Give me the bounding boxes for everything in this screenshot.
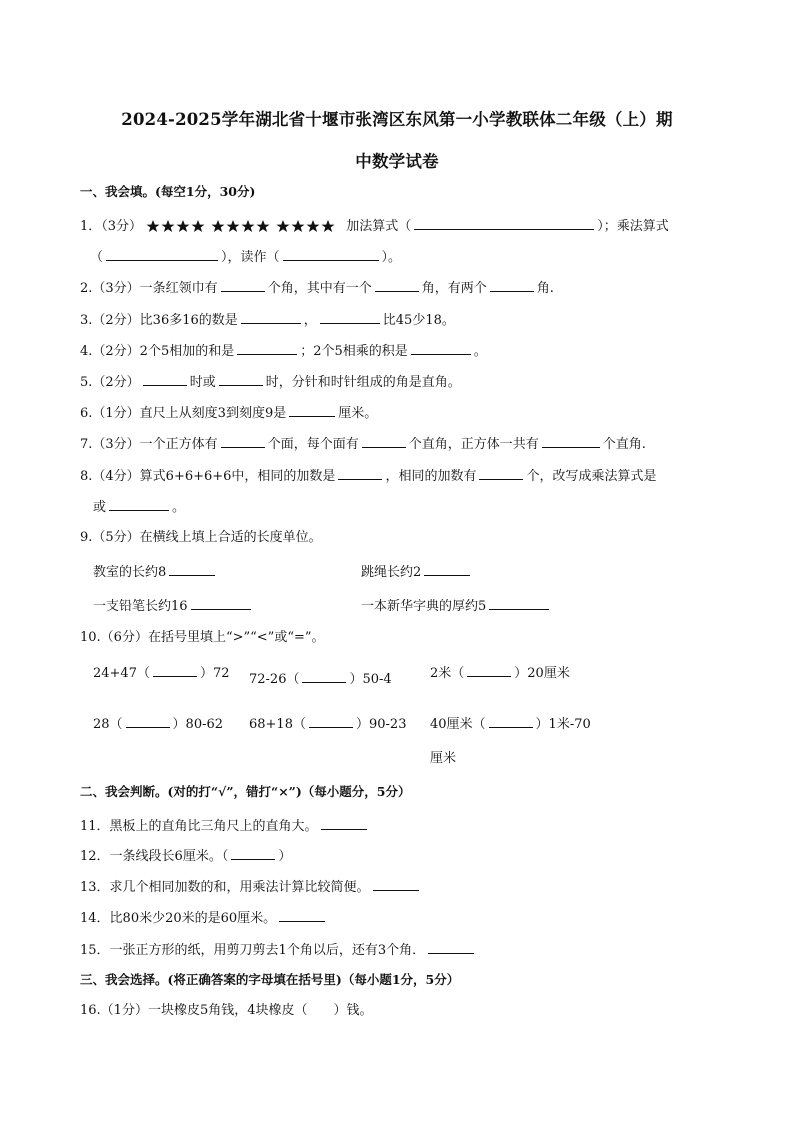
blank[interactable] bbox=[219, 372, 263, 386]
blank[interactable] bbox=[375, 278, 419, 292]
question-5: 5.（2分） 时或 时，分针和时针组成的角是直角。 bbox=[80, 372, 461, 392]
question-14: 14．比80米少20米的是60厘米。 bbox=[80, 908, 328, 928]
blank[interactable] bbox=[424, 562, 470, 576]
question-9-item-3: 一支铅笔长约16 bbox=[93, 596, 254, 616]
question-9-item-1: 教室的长约8 bbox=[93, 562, 218, 582]
blank[interactable] bbox=[191, 596, 251, 610]
question-9: 9.（5分）在横线上填上合适的长度单位。 bbox=[80, 530, 322, 545]
blank[interactable] bbox=[490, 278, 534, 292]
question-9-item-4: 一本新华字典的厚约5 bbox=[361, 596, 552, 616]
compare-6: 40厘米（ ）1米-70 bbox=[430, 714, 591, 734]
compare-6-tail: 厘米 bbox=[430, 751, 457, 766]
blank[interactable] bbox=[542, 434, 600, 448]
blank[interactable] bbox=[221, 278, 265, 292]
blank[interactable] bbox=[221, 434, 265, 448]
blank[interactable] bbox=[321, 816, 367, 830]
question-9-item-2: 跳绳长约2 bbox=[361, 562, 473, 582]
compare-2: 72-26（ ）50-4 bbox=[249, 669, 392, 689]
question-4: 4.（2分）2个5相加的和是 ；2个5相乘的积是 。 bbox=[80, 341, 487, 361]
question-16: 16.（1分）一块橡皮5角钱，4块橡皮（ ）钱。 bbox=[80, 1003, 373, 1018]
question-12: 12．一条线段长6厘米。（ ） bbox=[80, 846, 291, 866]
blank[interactable] bbox=[231, 846, 275, 860]
blank[interactable] bbox=[126, 714, 170, 728]
question-1: 1．（3分） 加法算式（ ）；乘法算式 bbox=[80, 216, 669, 236]
question-11: 11．黑板上的直角比三角尺上的直角大。 bbox=[80, 816, 370, 836]
blank[interactable] bbox=[428, 940, 474, 954]
question-3: 3.（2分）比36多16的数是 ， 比45少18。 bbox=[80, 310, 455, 330]
blank[interactable] bbox=[169, 562, 215, 576]
blank[interactable] bbox=[489, 596, 549, 610]
section-3-heading: 三、我会选择。(将正确答案的字母填在括号里)（每小题1分，5分） bbox=[80, 972, 460, 987]
blank[interactable] bbox=[467, 663, 511, 677]
compare-4: 28（ ）80-62 bbox=[93, 714, 223, 734]
question-8: 8.（4分）算式6+6+6+6中，相同的加数是 ，相同的加数有 个，改写成乘法算式是 bbox=[80, 466, 656, 486]
compare-5: 68+18（ ）90-23 bbox=[249, 714, 406, 734]
blank[interactable] bbox=[283, 247, 379, 261]
blank[interactable] bbox=[362, 434, 406, 448]
question-13: 13．求几个相同加数的和，用乘法计算比较简便。 bbox=[80, 877, 422, 897]
blank[interactable] bbox=[479, 466, 523, 480]
question-2: 2.（3分）一条红领巾有 个角，其中有一个 角，有两个 角. bbox=[80, 278, 554, 298]
blank[interactable] bbox=[489, 714, 533, 728]
question-7: 7.（3分）一个正方体有 个面，每个面有 个直角，正方体一共有 个直角. bbox=[80, 434, 646, 454]
question-6: 6.（1分）直尺上从刻度3到刻度9是 厘米。 bbox=[80, 403, 377, 423]
question-10: 10.（6分）在括号里填上“>”“<”或“=”。 bbox=[80, 630, 325, 645]
question-8-cont: 或 。 bbox=[93, 497, 185, 517]
blank[interactable] bbox=[309, 714, 353, 728]
compare-1: 24+47（ ）72 bbox=[93, 663, 230, 683]
blank[interactable] bbox=[237, 341, 297, 355]
blank[interactable] bbox=[109, 497, 169, 511]
pentagram-stars-icon bbox=[146, 218, 346, 236]
blank[interactable] bbox=[241, 310, 301, 324]
blank[interactable] bbox=[106, 247, 218, 261]
blank[interactable] bbox=[153, 663, 197, 677]
blank[interactable] bbox=[411, 341, 471, 355]
question-15: 15．一张正方形的纸，用剪刀剪去1个角以后，还有3个角． bbox=[80, 940, 477, 960]
star-groups-icon bbox=[146, 219, 346, 233]
blank[interactable] bbox=[338, 466, 382, 480]
question-1-cont: （ ），读作（ ）。 bbox=[90, 247, 401, 267]
exam-title-line2: 中数学试卷 bbox=[355, 152, 439, 171]
blank[interactable] bbox=[143, 372, 187, 386]
section-1-heading: 一、我会填。(每空1分，30分) bbox=[80, 184, 256, 199]
blank[interactable] bbox=[373, 877, 419, 891]
exam-title-line1: 2024-2025学年湖北省十堰市张湾区东风第一小学教联体二年级（上）期 bbox=[121, 110, 673, 129]
blank[interactable] bbox=[320, 310, 380, 324]
blank[interactable] bbox=[289, 403, 335, 417]
section-2-heading: 二、我会判断。(对的打“√”，错打“×”)（每小题分，5分） bbox=[80, 784, 411, 799]
compare-3: 2米（ ）20厘米 bbox=[430, 663, 570, 683]
blank[interactable] bbox=[279, 908, 325, 922]
blank[interactable] bbox=[302, 669, 346, 683]
blank[interactable] bbox=[414, 216, 594, 230]
